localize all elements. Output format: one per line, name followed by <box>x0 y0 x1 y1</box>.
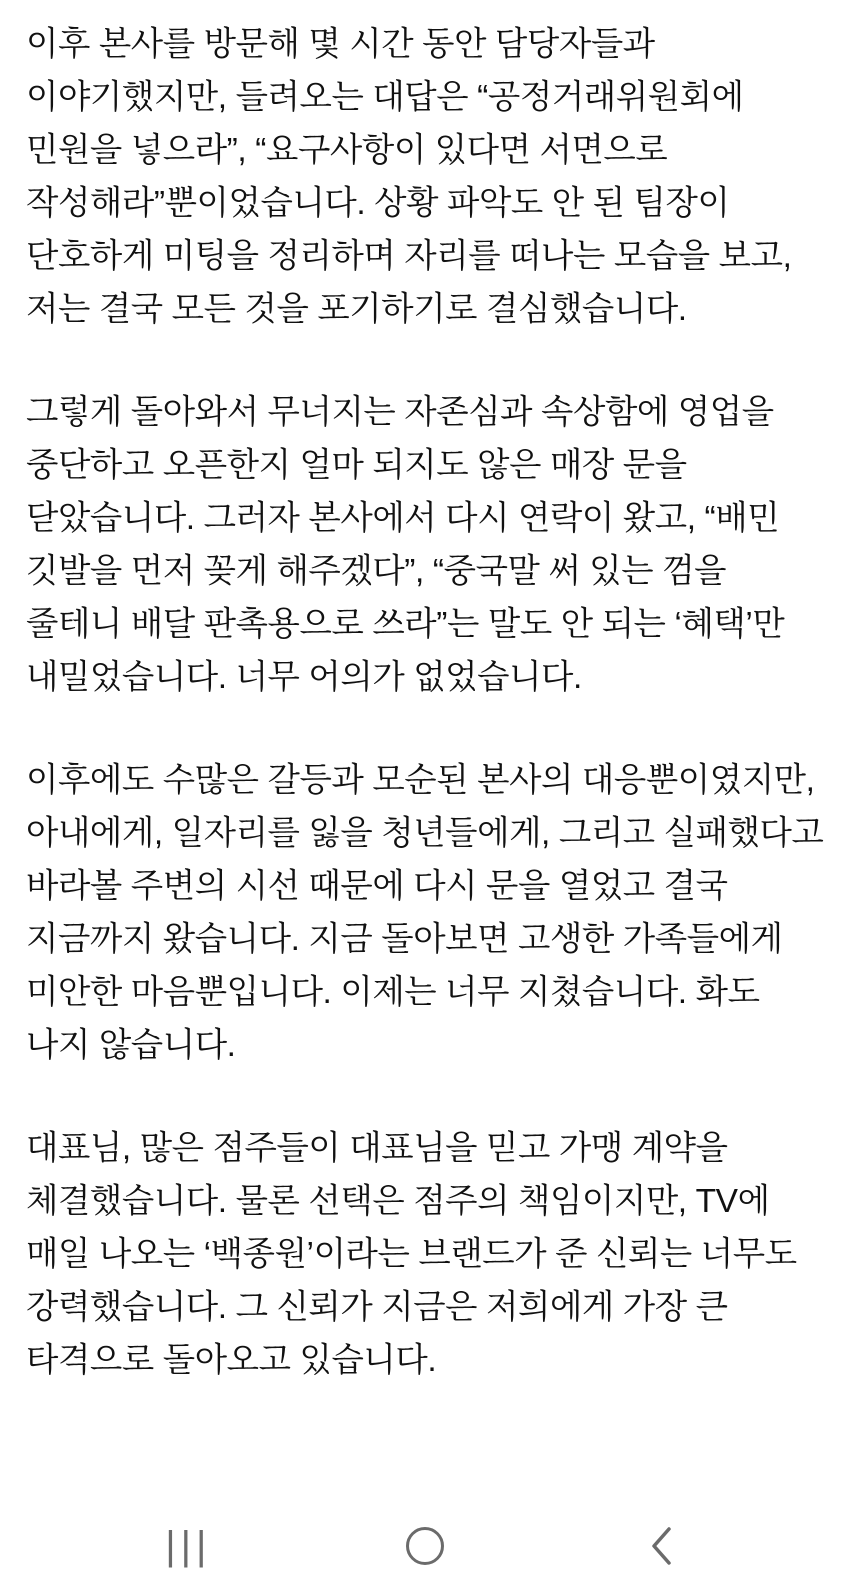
paragraph: 대표님, 많은 점주들이 대표님을 믿고 가맹 계약을 체결했습니다. 물론 선택은 점주의 책임이지만, TV에 매일 나오는 ‘백종원’이라는 브랜드가 준 신뢰는 너무도 강력했습니다. 그 신뢰가 지금은 저희에게 가장 큰 타격으로 돌아오고 있습니다. <box>26 1130 797 1379</box>
android-navigation-bar <box>0 1498 850 1594</box>
paragraph: 그렇게 돌아와서 무너지는 자존심과 속상함에 영업을 중단하고 오픈한지 얼마 되지도 않은 매장 문을 닫았습니다. 그러자 본사에서 다시 연락이 왔고, “배민 깃발을 먼저 꽂게 해주겠다”, “중국말 써 있는 껌을 줄테니 배달 판촉용으로 쓰라”는 말도 안 되는 ‘혜택’만 내밀었습니다. 너무 어의가 없었습니다. <box>26 394 785 696</box>
back-chevron-icon <box>645 1523 679 1569</box>
paragraph: 이후 본사를 방문해 몇 시간 동안 담당자들과 이야기했지만, 들려오는 대답은 “공정거래위원회에 민원을 넣으라”, “요구사항이 있다면 서면으로 작성해라”뿐이었습니다. 상황 파악도 안 된 팀장이 단호하게 미팅을 정리하며 자리를 떠나는 모습을 보고, 저는 결국 모든 것을 포기하기로 결심했습니다. <box>26 26 792 328</box>
recents-button[interactable] <box>143 1501 233 1591</box>
recents-icon: ||| <box>165 1524 212 1568</box>
paragraph: 이후에도 수많은 갈등과 모순된 본사의 대응뿐이였지만, 아내에게, 일자리를 잃을 청년들에게, 그리고 실패했다고 바라볼 주변의 시선 때문에 다시 문을 열었고 결국 지금까지 왔습니다. 지금 돌아보면 고생한 가족들에게 미안한 마음뿐입니다. 이제는 너무 지쳤습니다. 화도 나지 않습니다. <box>26 762 824 1064</box>
home-icon <box>406 1527 444 1565</box>
back-button[interactable] <box>617 1501 707 1591</box>
home-button[interactable] <box>380 1501 470 1591</box>
